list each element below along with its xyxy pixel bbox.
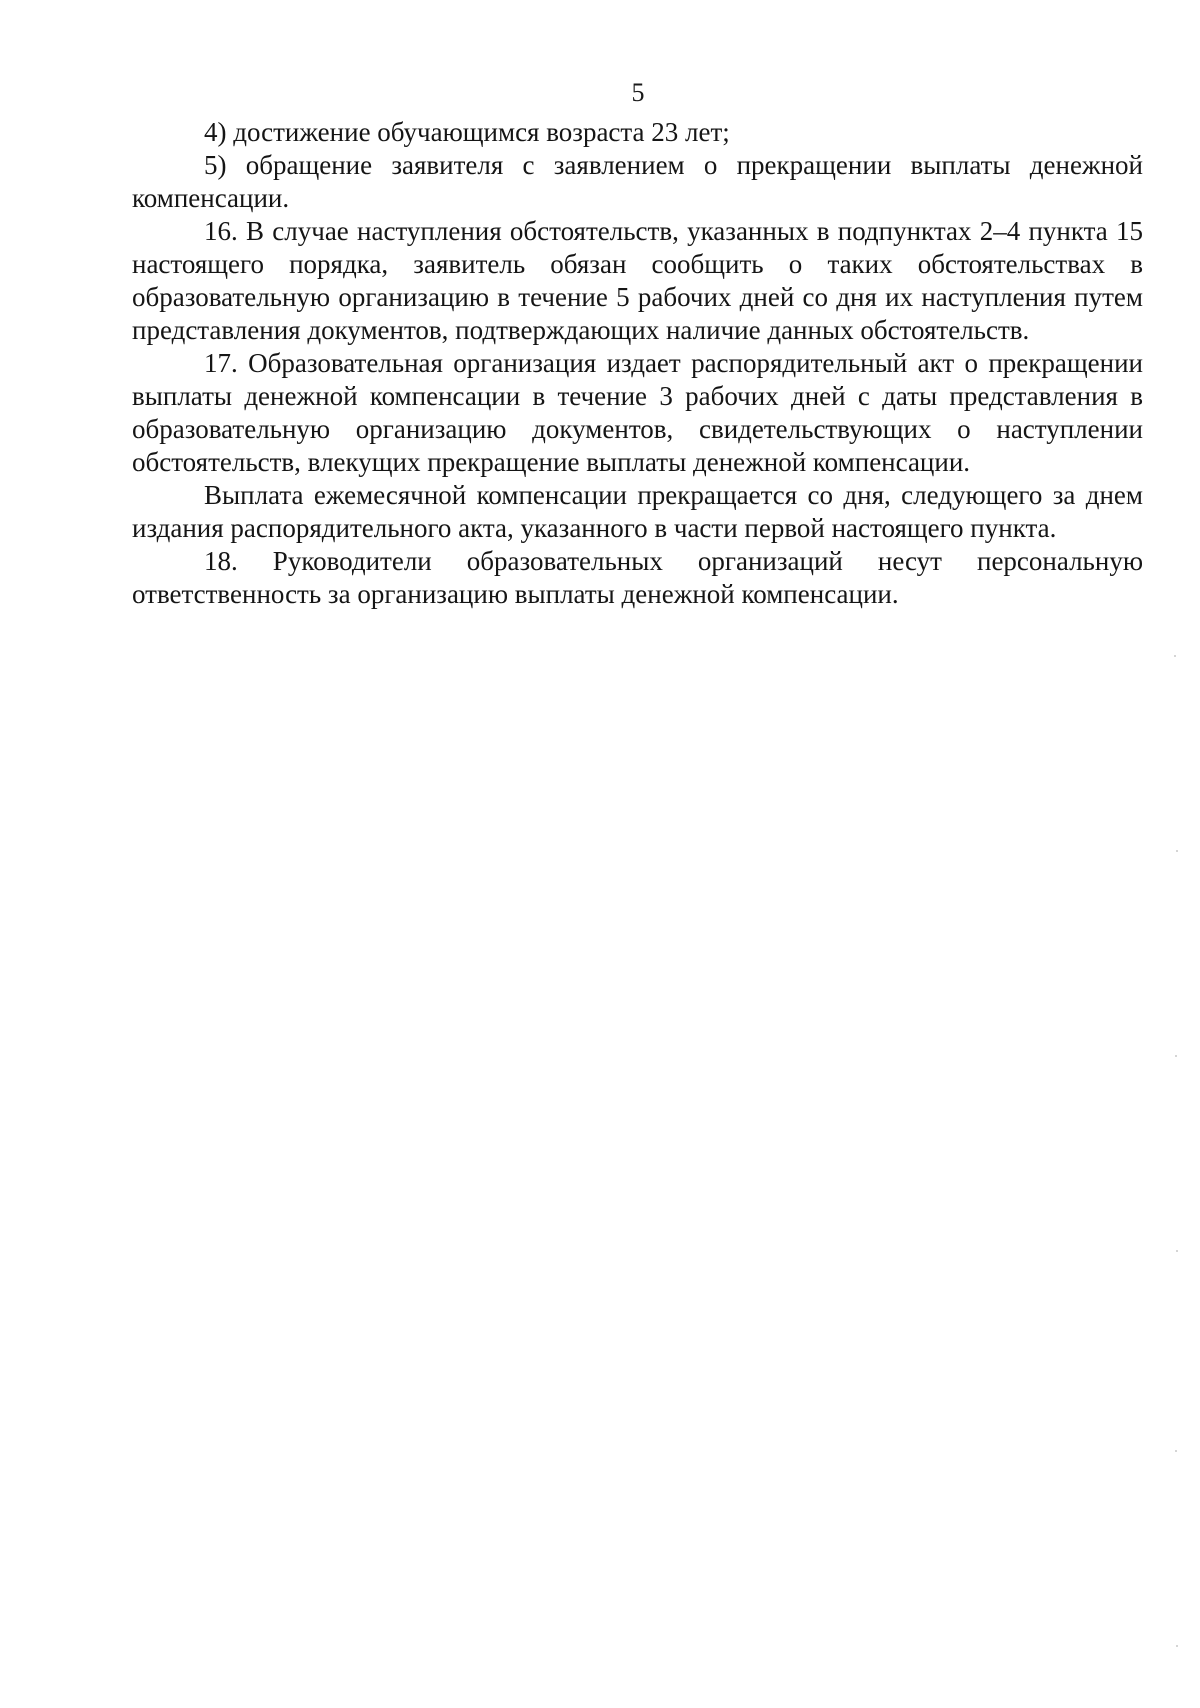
page-number: 5 xyxy=(631,78,645,107)
scan-speck xyxy=(1175,1055,1177,1057)
scan-speck xyxy=(1176,850,1178,852)
scan-speck xyxy=(1174,655,1176,657)
scan-speck xyxy=(1175,1450,1177,1452)
paragraph-clause-17-part-2: Выплата ежемесячной компенсации прекращается со дня, следующего за днем издания распорядительного акта, указанного в части первой настоящего пункта. xyxy=(132,480,1143,543)
scan-speck xyxy=(1176,1645,1178,1647)
paragraph-item-4: 4) достижение обучающимся возраста 23 лет; xyxy=(204,117,730,147)
paragraph-clause-16: 16. В случае наступления обстоятельств, указанных в подпунктах 2–4 пункта 15 настоящего порядка, заявитель обязан сообщить о таких обстоятельствах в образовательную организацию в течение 5 рабочих дней со дня их наступления путем представления документов, подтверждающих наличие данных обстоятельств. xyxy=(132,216,1143,345)
document-body xyxy=(132,116,1143,611)
paragraph-item-5: 5) обращение заявителя с заявлением о прекращении выплаты денежной компенсации. xyxy=(132,150,1143,213)
paragraph-clause-18: 18. Руководители образовательных организаций несут персональную ответственность за организацию выплаты денежной компенсации. xyxy=(132,546,1143,609)
paragraph-clause-17: 17. Образовательная организация издает распорядительный акт о прекращении выплаты денежной компенсации в течение 3 рабочих дней с даты представления в образовательную организацию документов, свидетельствующих о наступлении обстоятельств, влекущих прекращение выплаты денежной компенсации. xyxy=(132,348,1143,477)
scan-speck xyxy=(1176,1250,1178,1252)
